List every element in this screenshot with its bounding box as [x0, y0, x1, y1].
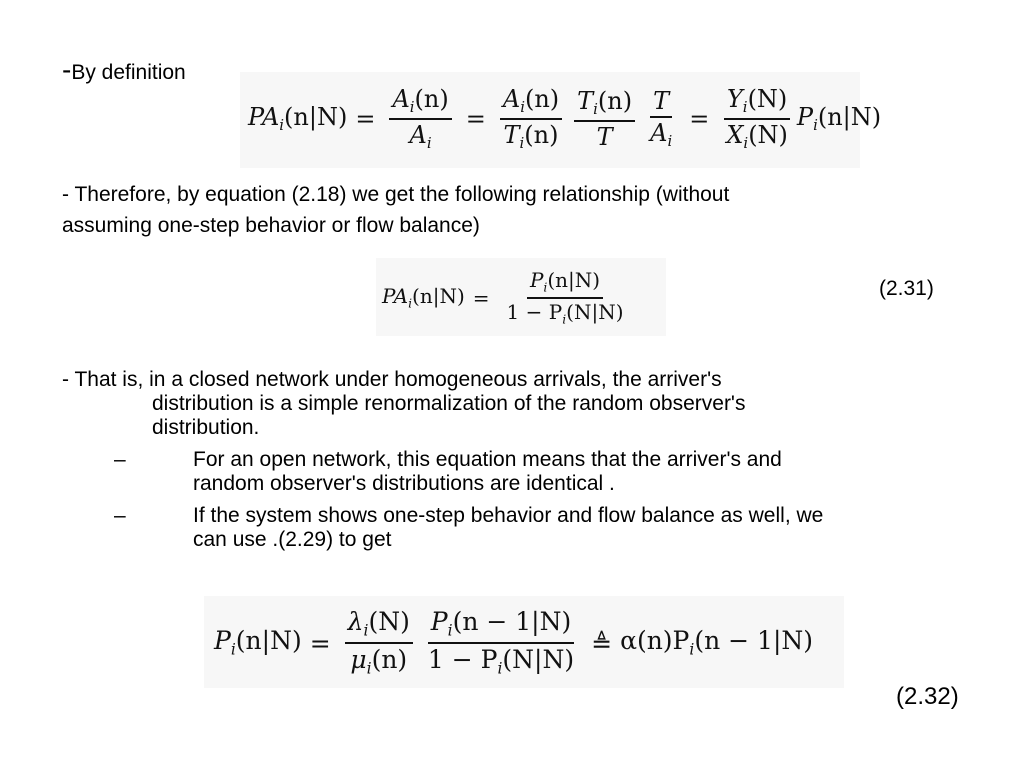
that-is-line-1: - That is, in a closed network under homogeneous arrivals, the arriver's [62, 368, 722, 391]
eq-def-fraction-2: $\frac{A_i(n)}{T_i(n)}$ [500, 87, 562, 151]
equation-number-2-32: (2.32) [896, 683, 959, 710]
equals-sign: = [689, 105, 710, 133]
sub-bullet-dash: – [114, 448, 126, 471]
eq-def-fraction-4: $\frac{T}{A_i}$ [650, 86, 673, 151]
by-definition-line [62, 54, 186, 85]
sub-bullet-1-line-2: random observer's distributions are identical . [193, 472, 615, 495]
eq-def-lhs: $PA_i(n|N)$ [248, 102, 348, 135]
therefore-line-2: assuming one-step behavior or flow balance) [62, 214, 480, 237]
eq-def-tail: $P_i(n|N)$ [796, 102, 882, 135]
eq-231-fraction: $\frac{P_i(n|N)}{1 - P_i(N|N)}$ [506, 268, 624, 327]
eq-232-fraction-2: $\frac{P_i(n - 1|N)}{1 - P_i(N|N)}$ [427, 607, 575, 678]
by-definition-text: By definition [71, 61, 186, 84]
eq-232-fraction-1: $\frac{\lambda_i(N)}{\mu_i(n)}$ [345, 609, 413, 677]
sub-bullet-dash: – [114, 504, 126, 527]
equals-sign: = [309, 628, 331, 658]
eq-def-fraction-5: $\frac{Y_i(N)}{X_i(N)}$ [723, 87, 791, 151]
equals-sign: = [355, 105, 376, 133]
therefore-line-1: - Therefore, by equation (2.18) we get the following relationship (without [62, 183, 730, 206]
eq-231-lhs: $PA_i(n|N)$ [382, 284, 465, 311]
equation-2-31 [382, 264, 633, 332]
eq-def-fraction-1: $\frac{A_i(n)}{A_i}$ [389, 87, 451, 151]
sub-bullet-2-line-2: can use .(2.29) to get [193, 528, 392, 551]
sub-bullet-1-line-1: For an open network, this equation means that the arriver's and [193, 448, 782, 471]
eq-def-fraction-3: $\frac{T_i(n)}{T}$ [574, 89, 635, 149]
equation-2-32 [214, 602, 813, 684]
equation-definition [248, 78, 881, 160]
defined-as-sign: ≜ [591, 628, 613, 658]
equals-sign: = [465, 105, 486, 133]
eq-232-lhs: $P_i(n|N)$ [214, 626, 302, 659]
equation-number-2-31: (2.31) [879, 277, 934, 300]
that-is-line-2: distribution is a simple renormalization of the random observer's [152, 392, 746, 415]
eq-232-rhs: $\alpha(n)P_i(n - 1|N)$ [620, 626, 813, 659]
lead-dash: - [62, 54, 72, 85]
sub-bullet-2-line-1: If the system shows one-step behavior and flow balance as well, we [193, 504, 824, 527]
that-is-line-3: distribution. [152, 416, 260, 439]
equals-sign: = [472, 286, 490, 310]
